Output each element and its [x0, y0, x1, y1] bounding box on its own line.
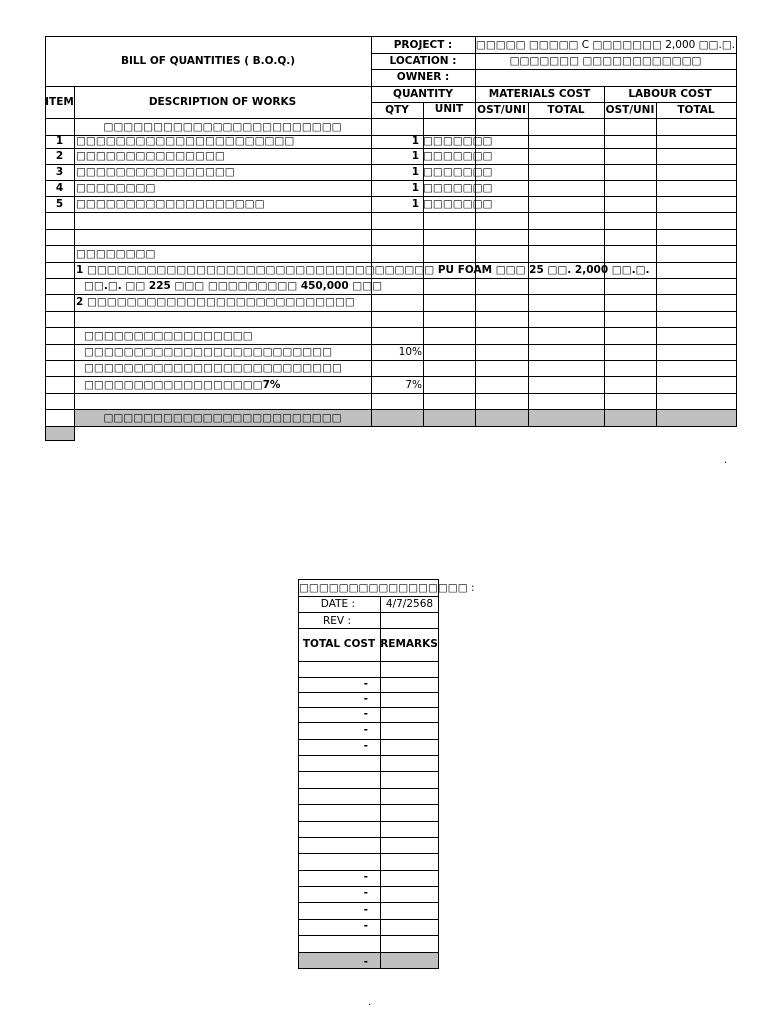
summary-line-1: □□□□□□□□□□□□□□□□□□□□□□□□□: [84, 346, 333, 358]
col-material-cost-unit: OST/UNI: [477, 104, 526, 116]
total-cost-value: -: [363, 920, 368, 932]
note-1-line-1: 1 □□□□□□□□□□□□□□□□□□□□□□□□□□□□□□□□□□□ PU FOAM □□□ 25 □□. 2,000 □□.□.: [76, 264, 650, 276]
summary-line-2: □□□□□□□□□□□□□□□□□□□□□□□□□□: [84, 362, 342, 374]
total-cost-value: -: [363, 724, 368, 736]
item-no: 1: [55, 135, 64, 147]
total-cost-header: TOTAL COST: [302, 638, 376, 650]
summary-line-3: □□□□□□□□□□□□□□□□□□7%: [84, 379, 281, 391]
note-1-line-2: □□.□. □□ 225 □□□ □□□□□□□□□ 450,000 □□□: [84, 280, 383, 292]
total-cost-value: -: [363, 887, 368, 899]
project-value: □□□□□ □□□□□ C □□□□□□□ 2,000 □□.□.: [475, 39, 736, 51]
col-quantity: QUANTITY: [393, 88, 453, 100]
item-qty: 1: [411, 135, 419, 147]
item-desc: □□□□□□□□: [76, 182, 156, 194]
summary-line-1-percent: 10%: [398, 346, 422, 358]
item-desc: □□□□□□□□□□□□□□□: [76, 150, 225, 162]
total-cost-value: -: [363, 740, 368, 752]
item-qty: 1: [411, 150, 419, 162]
col-unit: UNIT: [434, 103, 464, 115]
section-title: □□□□□□□□□□□□□□□□□□□□□□□□: [103, 121, 342, 133]
summary-line-3-percent: 7%: [405, 379, 422, 391]
page-marker: .: [724, 455, 728, 466]
col-labour-total: TOTAL: [677, 104, 715, 116]
date-value: 4/7/2568: [385, 598, 434, 610]
total-cost-value: -: [363, 904, 368, 916]
item-desc: □□□□□□□□□□□□□□□□: [76, 166, 235, 178]
item-no: 3: [55, 166, 64, 178]
boq-title: BILL OF QUANTITIES ( B.O.Q.): [120, 55, 296, 67]
page-marker: .: [368, 997, 372, 1008]
item-no: 5: [55, 198, 64, 210]
owner-label: OWNER :: [396, 71, 450, 83]
col-labour-cost-unit: OST/UNI: [605, 104, 655, 116]
col-item: ITEM: [45, 96, 74, 108]
location-label: LOCATION :: [389, 55, 457, 67]
item-unit: □□□□□□□: [423, 135, 493, 147]
date-label: DATE :: [320, 598, 355, 610]
item-unit: □□□□□□□: [423, 182, 493, 194]
document-label: □□□□□□□□□□□□□□□□□ :: [299, 582, 475, 594]
col-qty: QTY: [385, 104, 409, 116]
notes-title: □□□□□□□□: [76, 248, 156, 260]
item-desc: □□□□□□□□□□□□□□□□□□□: [76, 198, 265, 210]
item-qty: 1: [411, 198, 419, 210]
remarks-header: REMARKS: [380, 638, 438, 650]
item-unit: □□□□□□□: [423, 198, 493, 210]
note-2: 2 □□□□□□□□□□□□□□□□□□□□□□□□□□□: [76, 296, 355, 308]
total-cost-value: -: [363, 678, 368, 690]
col-material-total: TOTAL: [547, 104, 585, 116]
col-materials-cost: MATERIALS COST: [488, 88, 591, 100]
total-cost-value: -: [363, 708, 368, 720]
location-value: □□□□□□□ □□□□□□□□□□□□: [509, 55, 702, 67]
grand-total-label: □□□□□□□□□□□□□□□□□□□□□□□□: [103, 412, 342, 424]
total-cost-value: -: [363, 871, 368, 883]
item-unit: □□□□□□□: [423, 166, 493, 178]
item-qty: 1: [411, 166, 419, 178]
project-label: PROJECT :: [393, 39, 453, 51]
item-desc: □□□□□□□□□□□□□□□□□□□□□□: [76, 135, 295, 147]
item-no: 2: [55, 150, 64, 162]
item-qty: 1: [411, 182, 419, 194]
item-unit: □□□□□□□: [423, 150, 493, 162]
item-no: 4: [55, 182, 64, 194]
grand-total-value: -: [363, 956, 368, 968]
summary-title: □□□□□□□□□□□□□□□□□: [84, 330, 253, 342]
col-labour-cost: LABOUR COST: [628, 88, 712, 100]
rev-label: REV :: [323, 615, 351, 627]
col-description: DESCRIPTION OF WORKS: [148, 96, 297, 108]
total-cost-value: -: [363, 693, 368, 705]
